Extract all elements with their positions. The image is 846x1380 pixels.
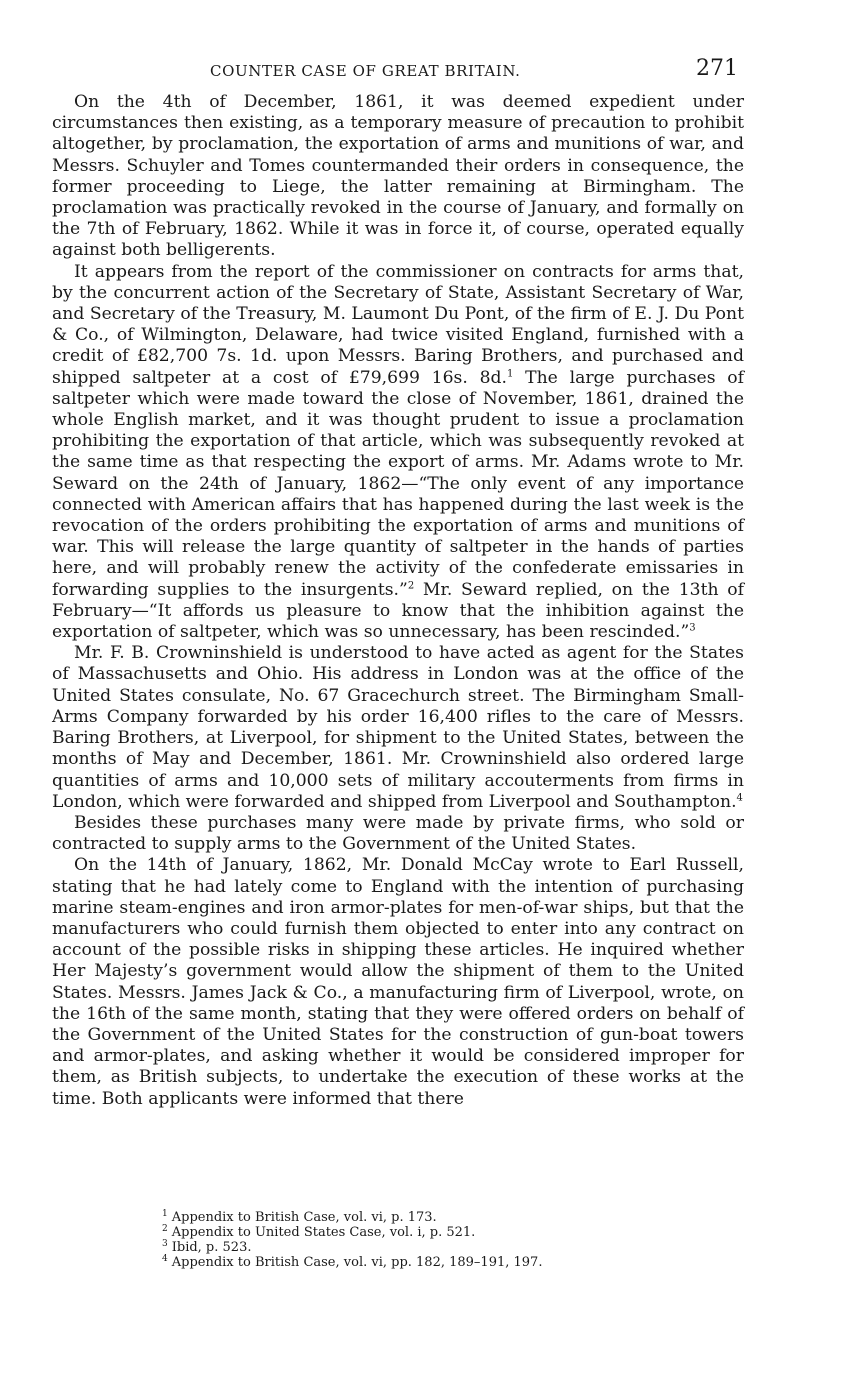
- footnote: [162, 1225, 542, 1240]
- running-head: COUNTER CASE OF GREAT BRITAIN.: [210, 62, 521, 80]
- footnote-mark: 3: [162, 1238, 168, 1249]
- footnote-text: Appendix to British Case, vol. vi, pp. 182, 189–191, 197.: [171, 1255, 543, 1270]
- paragraph-text: The large purchases of saltpeter which were made toward the close of November, 1861, drained the whole English market, and it was thought prudent to issue a proclamation prohibiting the exportation of that article, which was subsequently revoked at the same time as that respecting the export of arms. Mr. Adams wrote to Mr. Seward on the 24th of January, 1862—“The only event of any importance connected with American affairs that has happened during the last week is the revocation of the orders prohibiting the exportation of arms and munitions of war. This will release the large quantity of saltpeter in the hands of parties here, and will probably renew the activity of the confederate emissaries in forwarding supplies to the insurgents.”: [52, 367, 744, 600]
- footnote-reference: 3: [689, 622, 696, 634]
- footnote-text: Appendix to United States Case, vol. i, p. 521.: [171, 1225, 476, 1240]
- paragraph-text: It appears from the report of the commissioner on contracts for arms that, by the concurrent action of the Secretary of State, Assistant Secretary of War, and Secretary of the Treasury, M. Laumont Du Pont, of the firm of E. J. Du Pont & Co., of Wilmington, Delaware, had twice visited England, furnished with a credit of £82,700 7s. 1d. upon Messrs. Baring Brothers, and purchased and shipped saltpeter at a cost of £79,699 16s. 8d.: [52, 261, 744, 388]
- paragraph-text: Mr. F. B. Crowninshield is understood to have acted as agent for the States of Massachusetts and Ohio. His address in London was at the office of the United States consulate, No. 67 Gracechurch street. The Birmingham Small-Arms Company forwarded by his order 16,400 rifles to the care of Messrs. Baring Brothers, at Liverpool, for shipment to the United States, between the months of May and December, 1861. Mr. Crowninshield also ordered large quantities of arms and 10,000 sets of military accouterments from firms in London, which were forwarded and shipped from Liverpool and Southampton.: [52, 643, 744, 812]
- footnote: [162, 1240, 542, 1255]
- page-number: 271: [696, 56, 738, 81]
- paragraph: [52, 262, 744, 644]
- footnote-reference: 1: [507, 367, 514, 379]
- footnote-text: Ibid, p. 523.: [171, 1240, 252, 1255]
- paragraph: [52, 855, 744, 1109]
- paragraph: [52, 92, 744, 262]
- footnote-text: Appendix to British Case, vol. vi, p. 173.: [171, 1210, 437, 1225]
- footnote: [162, 1255, 542, 1270]
- body-text: [52, 92, 744, 1110]
- footnote-reference: 2: [407, 579, 415, 591]
- footnote: [162, 1210, 542, 1225]
- page-header: [52, 48, 744, 92]
- paragraph-text: On the 4th of December, 1861, it was deemed expedient under circumstances then existing, as a temporary measure of precaution to prohibit altogether, by proclamation, the exportation of arms and munitions of war, and Messrs. Schuyler and Tomes countermanded their orders in consequence, the former proceeding to Liege, the latter remaining at Birmingham. The proclamation was practically revoked in the course of January, and formally on the 7th of February, 1862. While it was in force it, of course, operated equally against both belligerents.: [52, 92, 744, 261]
- footnote-mark: 1: [162, 1208, 168, 1219]
- footnote-mark: 4: [162, 1253, 168, 1264]
- footnotes: [162, 1210, 542, 1270]
- footnote-mark: 2: [162, 1223, 168, 1234]
- footnote-reference: 4: [736, 791, 743, 803]
- paragraph: [52, 813, 744, 855]
- paragraph-text: Mr. Seward replied, on the 13th of February—“It affords us pleasure to know that the inhibition against the exportation of saltpeter, which was so unnecessary, has been rescinded.”: [52, 579, 745, 643]
- paragraph-text: On the 14th of January, 1862, Mr. Donald McCay wrote to Earl Russell, stating that he had lately come to England with the intention of purchasing marine steam-engines and iron armor-plates for men-of-war ships, but that the manufacturers who could furnish them objected to enter into any contract on account of the possible risks in shipping these articles. He inquired whether Her Majesty’s government would allow the shipment of them to the United States. Messrs. James Jack & Co., a manufacturing firm of Liverpool, wrote, on the 16th of the same month, stating that they were offered orders on behalf of the Government of the United States for the construction of gun-boat towers and armor-plates, and asking whether it would be considered improper for them, as British subjects, to undertake the execution of these works at the time. Both applicants were informed that there: [52, 855, 744, 1109]
- paragraph: [52, 643, 744, 813]
- paragraph-text: Besides these purchases many were made by private firms, who sold or contracted to supply arms to the Government of the United States.: [52, 812, 744, 855]
- document-page: [52, 48, 744, 1110]
